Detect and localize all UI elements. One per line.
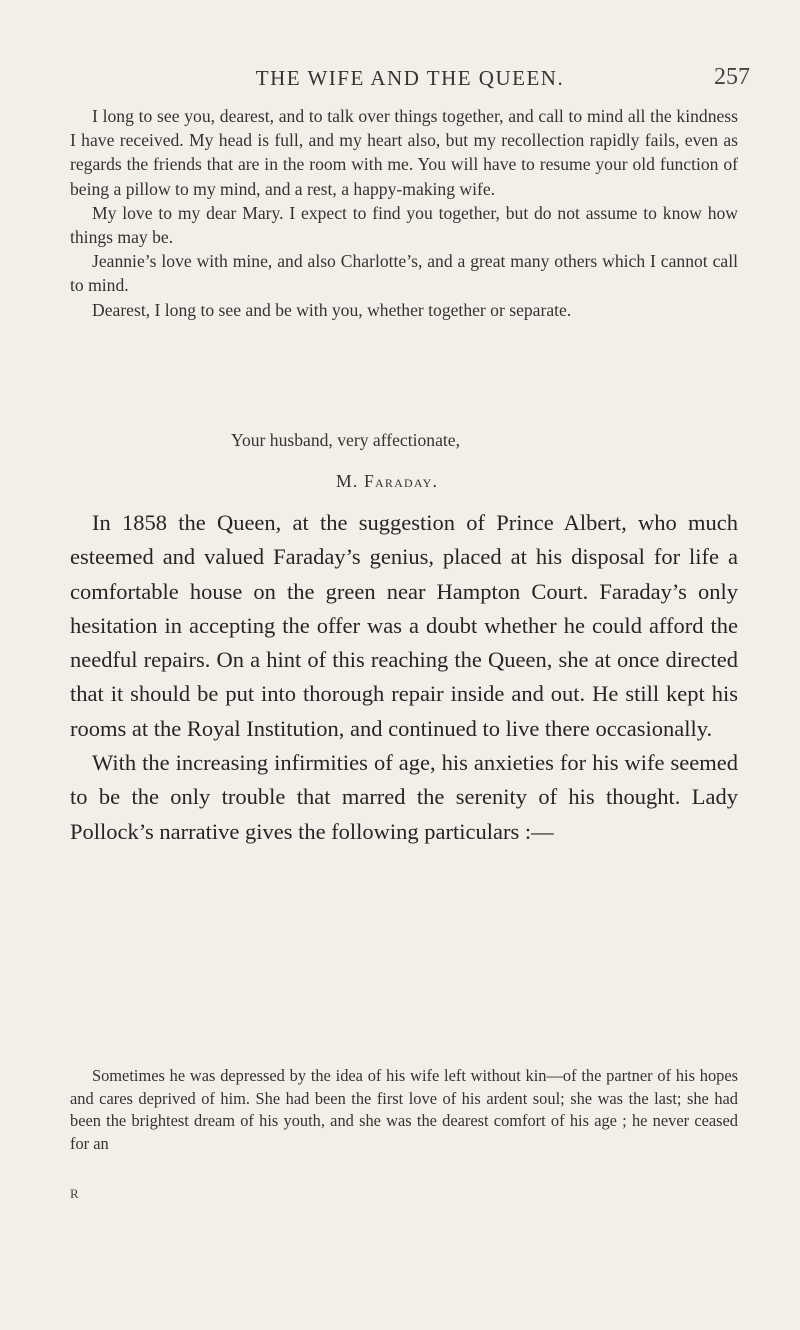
letter-valediction: Your husband, very affectionate, [231,430,460,450]
letter-paragraph: I long to see you, dearest, and to talk over things together, and call to mind all the kindness I have received. My head is full, and my heart also, but my recollection rapidly fails, even as regards the friends that are in the room with me. You will have to resume your old function of being a pillow to my mind, and a rest, a happy-making wife. [70,106,738,199]
letter-signature: M. Faraday. [336,471,439,492]
letter-text [70,104,738,322]
body-paragraph: In 1858 the Queen, at the suggestion of Prince Albert, who much esteemed and valued Faraday’s genius, placed at his disposal for life a comfortable house on the green near Hampton Court. Faraday’s only hesitation in accepting the offer was a doubt whether he could afford the needful repairs. On a hint of this reaching the Queen, she at once directed that it should be put into thorough repair inside and out. He still kept his rooms at the Royal Institution, and continued to live there occasionally. [70,510,738,741]
signature-mark: R [70,1186,79,1201]
page-number: 257 [714,64,750,90]
letter-paragraph: Jeannie’s love with mine, and also Charlotte’s, and a great many others which I cannot call to mind. [70,251,738,296]
letter-paragraph: My love to my dear Mary. I expect to find you together, but do not assume to know how things may be. [70,202,738,248]
running-title: THE WIFE AND THE QUEEN. [255,66,565,90]
letter-paragraph: Dearest, I long to see and be with you, whether together or separate. [92,299,572,320]
running-head [70,66,750,106]
quote-paragraph: Sometimes he was depressed by the idea of his wife left without kin—of the partner of his hopes and cares deprived of him. She had been the first love of his ardent soul; she was the last; she had been the brightest dream of his youth, and she was the dearest comfort of his age ; he never ceased for an [70,1066,738,1153]
block-quote [70,1065,738,1155]
body-paragraph: With the increasing infirmities of age, his anxieties for his wife seemed to be the only trouble that marred the serenity of his thought. Lady Pollock’s narrative gives the following particulars :— [70,750,738,844]
main-text [70,506,738,849]
letter-closing [70,428,738,493]
